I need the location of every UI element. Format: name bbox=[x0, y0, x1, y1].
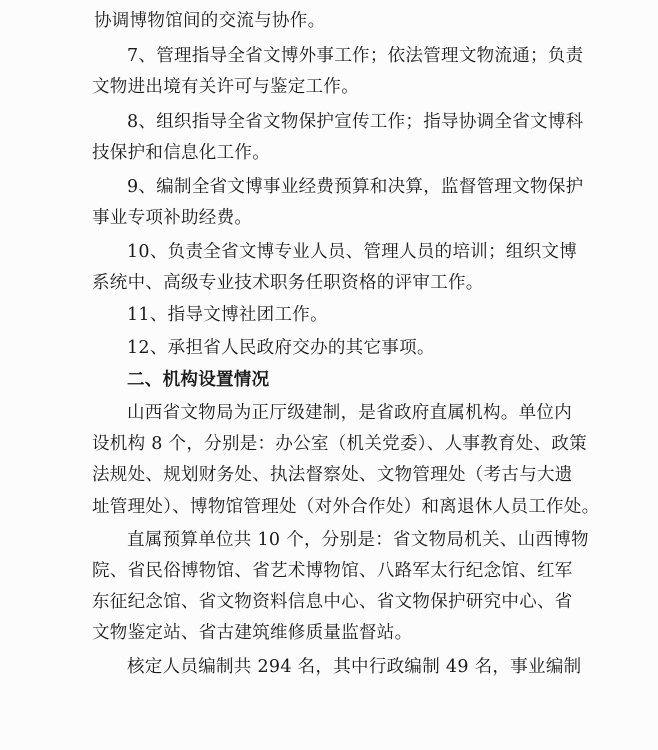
text-line: 文物鉴定站、省古建筑维修质量监督站。 bbox=[92, 623, 413, 643]
list-item-9: 9、编制全省文博事业经费预算和决算，监督管理文物保护 bbox=[127, 177, 584, 197]
text-line: 协调博物馆间的交流与协作。 bbox=[94, 11, 326, 31]
list-item-11: 11、指导文博社团工作。 bbox=[127, 305, 328, 325]
text-line: 技保护和信息化工作。 bbox=[92, 143, 270, 163]
list-item-8: 8、组织指导全省文物保护宣传工作；指导协调全省文博科 bbox=[127, 112, 584, 132]
paragraph-start: 直属预算单位共 10 个，分别是：省文物局机关、山西博物 bbox=[127, 530, 589, 550]
text-line: 设机构 8 个，分别是：办公室（机关党委）、人事教育处、政策 bbox=[92, 434, 588, 454]
text-line: 院、省民俗博物馆、省艺术博物馆、八路军太行纪念馆、红军 bbox=[92, 561, 573, 581]
text-line: 文物进出境有关许可与鉴定工作。 bbox=[92, 77, 359, 97]
list-item-10: 10、负责全省文博专业人员、管理人员的培训；组织文博 bbox=[127, 242, 578, 262]
paragraph-start: 核定人员编制共 294 名，其中行政编制 49 名，事业编制 bbox=[127, 657, 582, 677]
list-item-12: 12、承担省人民政府交办的其它事项。 bbox=[127, 338, 435, 358]
paragraph-start: 山西省文物局为正厅级建制，是省政府直属机构。单位内 bbox=[127, 403, 572, 423]
text-line: 址管理处）、博物馆管理处（对外合作处）和离退休人员工作处。 bbox=[92, 497, 600, 517]
text-line: 系统中、高级专业技术职务任职资格的评审工作。 bbox=[92, 273, 484, 293]
list-item-7: 7、管理指导全省文博外事工作；依法管理文物流通；负责 bbox=[127, 46, 584, 66]
text-line: 东征纪念馆、省文物资料信息中心、省文物保护研究中心、省 bbox=[92, 592, 573, 612]
text-line: 事业专项补助经费。 bbox=[92, 208, 253, 228]
section-heading: 二、机构设置情况 bbox=[127, 370, 270, 390]
text-line: 法规处、规划财务处、执法督察处、文物管理处（考古与大遗 bbox=[92, 465, 573, 485]
